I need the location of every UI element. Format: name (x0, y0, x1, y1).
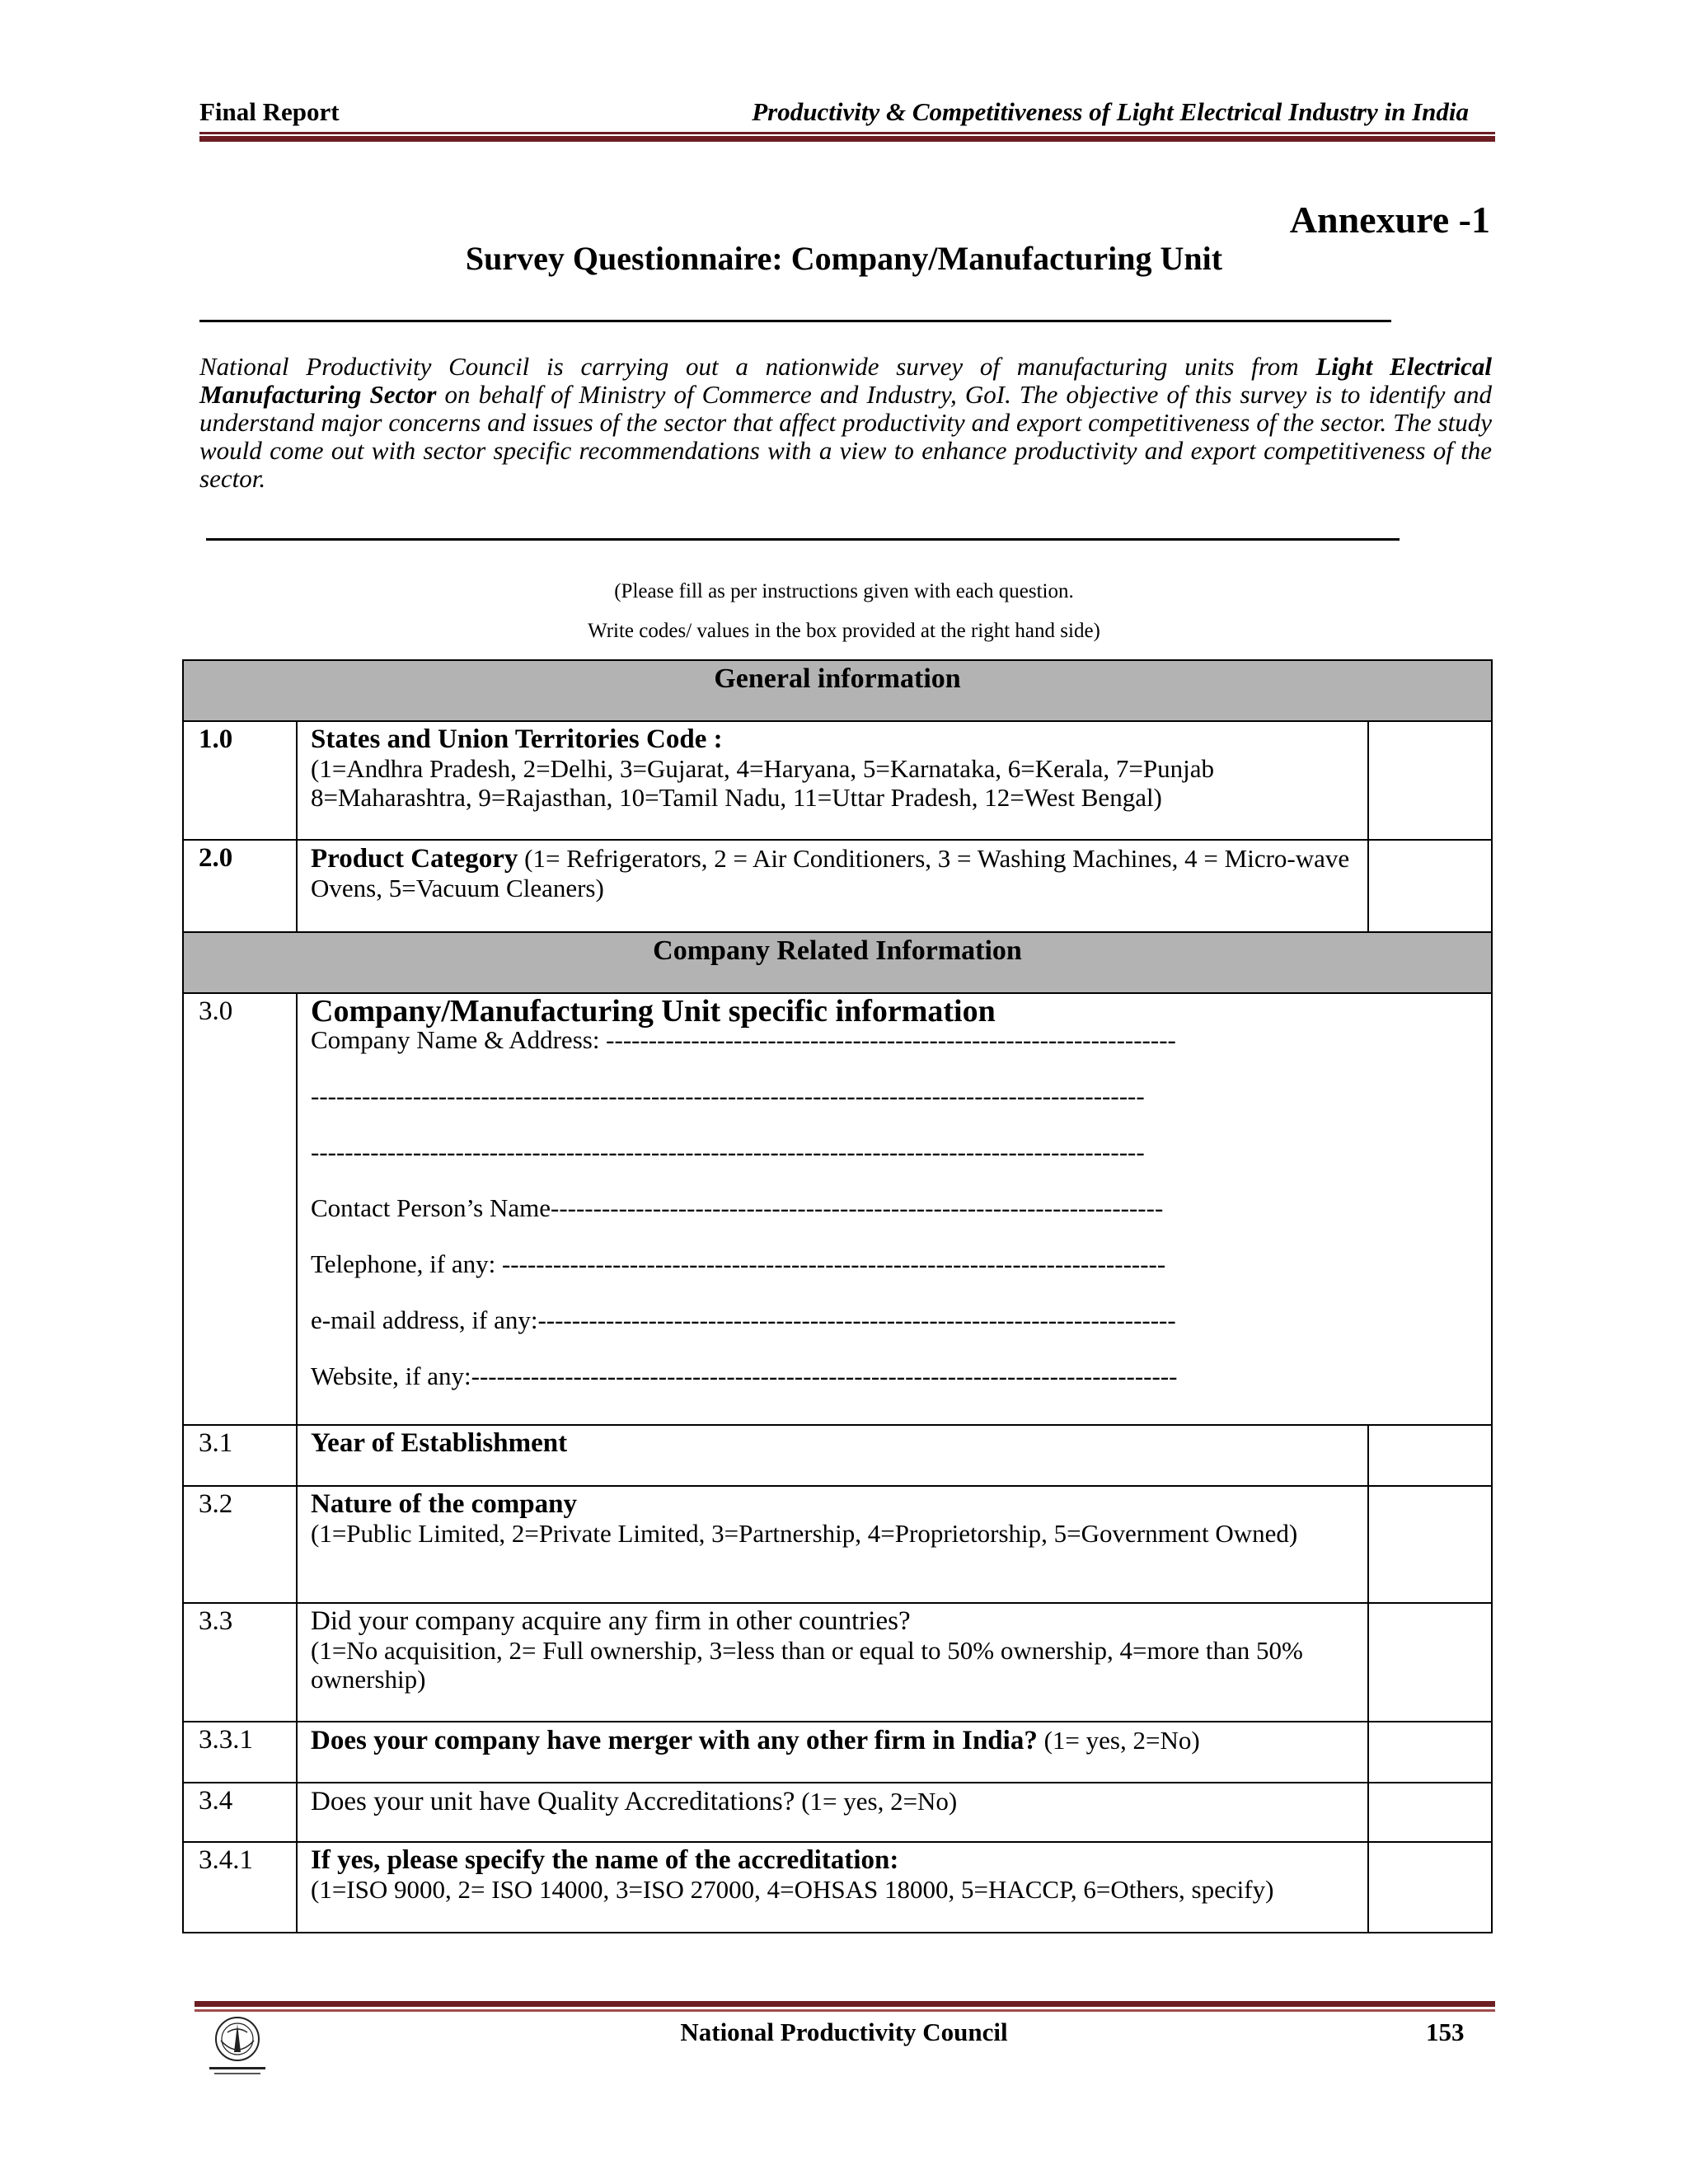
company-info-block (297, 993, 1492, 1425)
header-rule-thick (199, 136, 1495, 142)
question-title: Does your company have merger with any other firm in India? (311, 1726, 1038, 1755)
question-text (297, 1603, 1368, 1722)
footer-rule-thin (195, 2009, 1495, 2012)
question-row-1-0 (183, 721, 1492, 840)
company-name-address-field[interactable]: Company Name & Address: ------------------------------------------------------------------- (311, 1025, 1176, 1054)
question-row-3-4-1 (183, 1842, 1492, 1933)
header-right: Productivity & Competitiveness of Light Electrical Industry in India (752, 97, 1469, 126)
section-header-general (183, 660, 1492, 721)
question-row-2-0 (183, 840, 1492, 932)
question-title: Did your company acquire any firm in other countries? (311, 1606, 911, 1636)
question-number: 3.3 (183, 1603, 297, 1722)
answer-box[interactable] (1368, 1603, 1492, 1722)
question-number: 3.4 (183, 1783, 297, 1842)
question-options: (1=ISO 9000, 2= ISO 14000, 3=ISO 27000, 4=OHSAS 18000, 5=HACCP, 6=Others, specify) (311, 1875, 1274, 1904)
header-rule-thin (199, 132, 1495, 134)
question-row-3-2 (183, 1486, 1492, 1603)
question-title: Company/Manufacturing Unit specific information (311, 994, 996, 1029)
question-title: Year of Establishment (297, 1425, 1368, 1486)
intro-text-start: National Productivity Council is carrying out a nationwide survey of manufacturing units from (199, 352, 1316, 381)
question-options: (1= yes, 2=No) (1037, 1726, 1200, 1755)
section-title: General information (183, 660, 1492, 721)
question-number: 2.0 (183, 840, 297, 932)
annexure-label: Annexure -1 (1289, 199, 1490, 241)
question-row-3-3 (183, 1603, 1492, 1722)
question-title: If yes, please specify the name of the accreditation: (311, 1845, 899, 1875)
question-number: 1.0 (183, 721, 297, 840)
section-title: Company Related Information (183, 932, 1492, 993)
question-row-3-1 (183, 1425, 1492, 1486)
footer-organization: National Productivity Council (680, 2018, 1008, 2046)
question-number: 3.1 (183, 1425, 297, 1486)
header-left: Final Report (199, 97, 340, 126)
question-text (297, 1842, 1368, 1933)
address-line-2-field[interactable]: -------------------------------------------------------------------------------------------------- (311, 1081, 1145, 1110)
question-options: (1=No acquisition, 2= Full ownership, 3=less than or equal to 50% ownership, 4=more than 50% ownership) (311, 1636, 1303, 1694)
question-options: (1= Refrigerators, 2 = Air Conditioners, 3 = Washing Machines, 4 = Micro-wave Ovens, 5=Vacuum Cleaners) (311, 844, 1350, 902)
answer-box[interactable] (1368, 1486, 1492, 1603)
contact-person-field[interactable]: Contact Person’s Name------------------------------------------------------------------------ (311, 1193, 1164, 1222)
intro-divider (206, 538, 1400, 541)
page-number: 153 (1426, 2018, 1465, 2046)
intro-sector-name: Light Electrical Manufacturing Sector (199, 352, 1493, 409)
intro-text-rest: on behalf of Ministry of Commerce and Industry, GoI. The objective of this survey is to identify and understand major concerns and issues of the sector that affect productivity and export competitiveness of the sector. The study would come out with sector specific recommendations with a view to enhance productivity and export competitiveness of the sector. (199, 380, 1492, 493)
npc-logo-icon (196, 2004, 279, 2087)
footer-rule-thick (195, 2001, 1495, 2007)
address-line-3-field[interactable]: -------------------------------------------------------------------------------------------------- (311, 1137, 1145, 1166)
question-number: 3.2 (183, 1486, 297, 1603)
email-field[interactable]: e-mail address, if any:--------------------------------------------------------------------------- (311, 1305, 1176, 1334)
question-row-3-3-1 (183, 1722, 1492, 1783)
question-row-3-0 (183, 993, 1492, 1425)
section-header-company (183, 932, 1492, 993)
question-number: 3.4.1 (183, 1842, 297, 1933)
answer-box[interactable] (1368, 721, 1492, 840)
title-divider (199, 320, 1391, 322)
question-row-3-4 (183, 1783, 1492, 1842)
website-field[interactable]: Website, if any:----------------------------------------------------------------------------------- (311, 1361, 1178, 1390)
instruction-line-2: Write codes/ values in the box provided at the right hand side) (588, 620, 1100, 642)
page-title: Survey Questionnaire: Company/Manufacturing Unit (465, 240, 1223, 277)
telephone-field[interactable]: Telephone, if any: ------------------------------------------------------------------------------ (311, 1249, 1166, 1278)
question-text (297, 1783, 1368, 1842)
answer-box[interactable] (1368, 1842, 1492, 1933)
questionnaire-table (182, 659, 1493, 1933)
question-title: States and Union Territories Code : (311, 724, 723, 754)
question-title: Nature of the company (311, 1489, 577, 1519)
question-text (297, 1486, 1368, 1603)
question-number: 3.3.1 (183, 1722, 297, 1783)
question-number: 3.0 (183, 993, 297, 1425)
question-title: Does your unit have Quality Accreditations? (311, 1787, 795, 1816)
question-options: (1=Andhra Pradesh, 2=Delhi, 3=Gujarat, 4=Haryana, 5=Karnataka, 6=Kerala, 7=Punjab 8=Maharashtra, 9=Rajasthan, 10=Tamil Nadu, 11=Uttar Pradesh, 12=West Bengal) (311, 754, 1214, 812)
question-title: Product Category (311, 844, 518, 874)
intro-paragraph (199, 353, 1492, 493)
answer-box[interactable] (1368, 1783, 1492, 1842)
question-text (297, 840, 1368, 932)
instruction-line-1: (Please fill as per instructions given with each question. (614, 580, 1074, 602)
question-text (297, 721, 1368, 840)
question-options: (1=Public Limited, 2=Private Limited, 3=Partnership, 4=Proprietorship, 5=Government Owned) (311, 1519, 1298, 1548)
answer-box[interactable] (1368, 1722, 1492, 1783)
answer-box[interactable] (1368, 840, 1492, 932)
question-options: (1= yes, 2=No) (795, 1787, 958, 1816)
answer-box[interactable] (1368, 1425, 1492, 1486)
question-text (297, 1722, 1368, 1783)
